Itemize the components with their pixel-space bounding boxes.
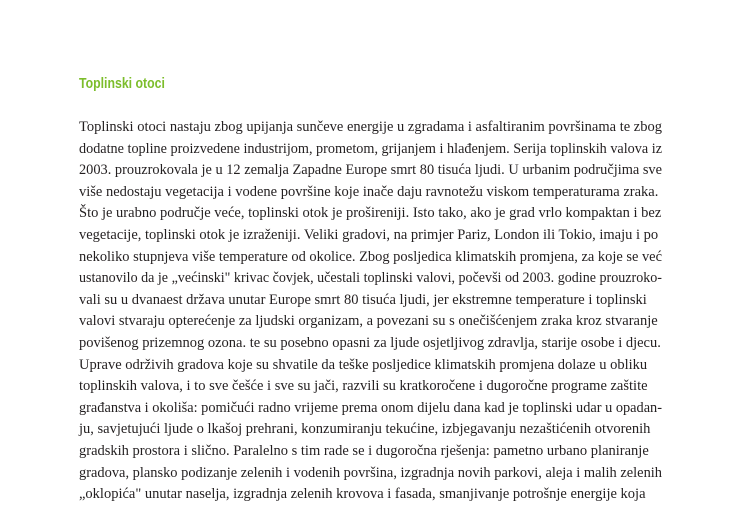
paragraph-line-text: ju, savjetujući ljude o lkašoj prehrani, konzumiranju tekućine, izbjegavanju nezaštićenih otvorenih: [79, 421, 651, 438]
paragraph-line: [79, 441, 662, 463]
paragraph-line-text: 2003. prouzrokovala je u 12 zemalja Zapadne Europe smrt 80 tisuća ljudi. U urbanim područjima sve: [79, 162, 662, 179]
paragraph-line: [79, 419, 662, 441]
paragraph-line-text: građanstva i okoliša: pomičući radno vrijeme prema onom dijelu dana kad je toplinski udar u opadan-: [79, 399, 662, 416]
paragraph-line: [79, 247, 662, 269]
paragraph-line-text: više nedostaju vegetacija i vodene površine koje inače daju ravnotežu viskom temperaturama zraka.: [79, 183, 659, 200]
paragraph-line-text: gradskih prostora i slično. Paralelno s tim rade se i dugoročna rješenja: pametno urbano planiranje: [79, 442, 649, 459]
paragraph-line: [79, 355, 662, 377]
paragraph-line-text: Toplinski otoci nastaju zbog upijanja sunčeve energije u zgradama i asfaltiranim površinama te zbog: [79, 119, 662, 135]
paragraph-line: [79, 311, 662, 333]
paragraph-line-text: „oklopića" unutar naselja, izgradnja zelenih krovova i fasada, smanjivanje potrošnje energije koja: [79, 486, 646, 503]
paragraph-line-text: ustanovilo da je „većinski" krivac čovjek, učestali toplinski valovi, počevši od 2003. godine prouzroko-: [79, 270, 662, 287]
paragraph-line: [79, 182, 662, 204]
paragraph-line-text: gradova, plansko podizanje zelenih i vodenih površina, izgradnja novih parkovi, aleja i malih zelenih: [79, 464, 662, 481]
section-heading: Toplinski otoci: [79, 75, 165, 92]
paragraph-line: [79, 398, 662, 420]
paragraph-line: [79, 139, 662, 161]
paragraph-line-text: vegetacije, toplinski otok je izraženiji. Veliki gradovi, na primjer Pariz, London ili Tokio, imaju i po: [79, 226, 659, 243]
paragraph-line: [79, 203, 662, 225]
body-paragraph: [79, 117, 662, 506]
paragraph-line: [79, 290, 662, 312]
paragraph-line-text: Uprave održivih gradova koje su shvatile da teške posljedice klimatskih promjena dolaze u obliku: [79, 356, 648, 373]
paragraph-line-text: dodatne topline proizvedene industrijom, prometom, grijanjem i hlađenjem. Serija toplinskih valova iz: [79, 140, 662, 157]
paragraph-line: [79, 376, 662, 398]
paragraph-line-text: nekoliko stupnjeva više temperature od okolice. Zbog posljedica klimatskih promjena, za koje se već: [79, 248, 662, 265]
paragraph-line-text: vali su u dvanaest država unutar Europe smrt 80 tisuća ljudi, jer ekstremne temperature i toplinski: [79, 291, 647, 308]
paragraph-line: [79, 484, 662, 506]
paragraph-line-text: toplinskih valova, i to sve češće i sve su jači, razvili su kratkoročene i dugoročne programe zaštite: [79, 378, 648, 395]
paragraph-line: [79, 117, 662, 139]
paragraph-line: [79, 225, 662, 247]
paragraph-line: [79, 333, 662, 355]
paragraph-line-text: valovi stvaraju opterećenje za ljudski organizam, a povezani su s onečišćenjem zraka kroz stvaranje: [79, 313, 658, 330]
paragraph-line-text: povišenog prizemnog ozona. te su posebno opasni za ljude osjetljivog zdravlja, starije osobe i djecu.: [79, 334, 661, 351]
paragraph-line-text: Što je urabno područje veće, toplinski otok je prošireniji. Isto tako, ako je grad vrlo kompaktan i bez: [79, 205, 662, 222]
paragraph-line: [79, 160, 662, 182]
paragraph-line: [79, 268, 662, 290]
paragraph-line: [79, 463, 662, 485]
